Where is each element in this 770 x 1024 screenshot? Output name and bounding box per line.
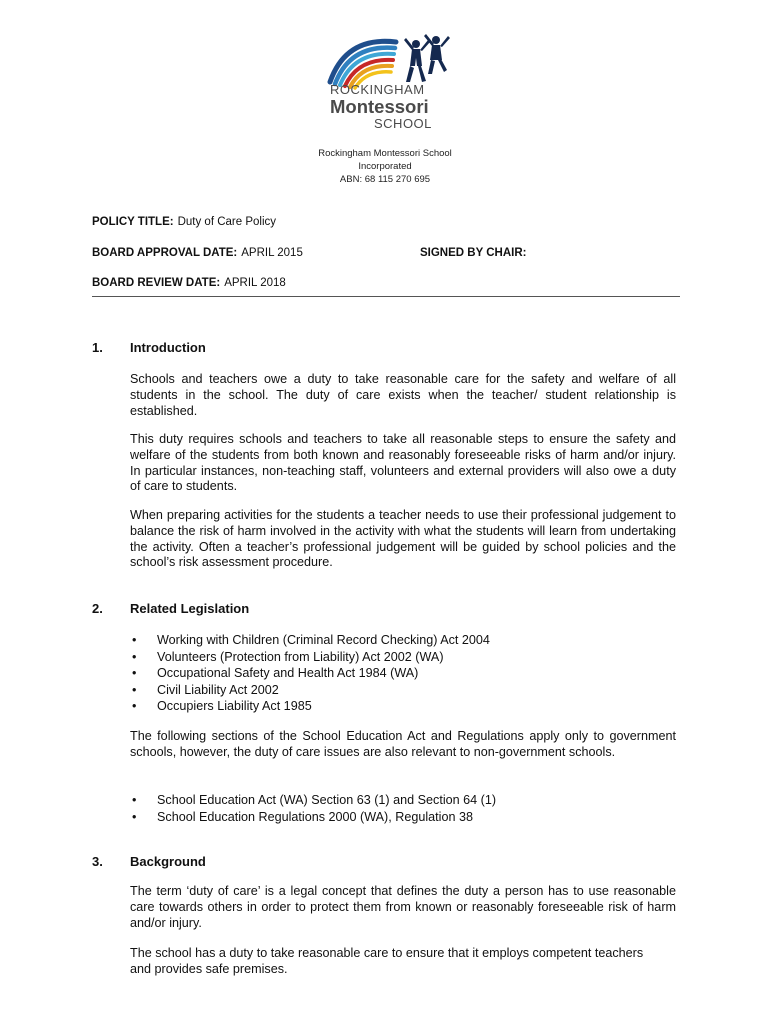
section-2-number: 2.	[92, 601, 103, 616]
organisation-details	[0, 147, 770, 186]
list-item-text: School Education Act (WA) Section 63 (1) and Section 64 (1)	[157, 793, 497, 807]
signed-by-chair	[420, 247, 527, 259]
list-item-text: Volunteers (Protection from Liability) Act 2002 (WA)	[157, 649, 444, 664]
education-act-list	[130, 792, 676, 825]
section-3-title: Background	[130, 854, 206, 869]
bullet: •	[132, 793, 137, 807]
section-1-paragraph-2: This duty requires schools and teachers to take all reasonable steps to ensure the safety and welfare of the students from both known and reasonably foreseeable risks of harm and/or injury. In particular instances, non-teaching staff, volunteers and external providers will also owe a duty of care to students.	[130, 432, 676, 494]
bullet: •	[132, 809, 137, 824]
legislation-list	[130, 632, 676, 715]
section-2-paragraph: The following sections of the School Education Act and Regulations apply only to government schools, however, the duty of care issues are also relevant to non-government schools.	[130, 729, 676, 759]
list-item-text: Occupiers Liability Act 1985	[157, 699, 312, 713]
list-item	[130, 682, 676, 699]
section-3-paragraph-2: The school has a duty to take reasonable care to ensure that it employs competent teachers and provides safe premises.	[130, 946, 644, 976]
bullet: •	[132, 682, 137, 697]
logo-line-2: Montessori	[330, 96, 429, 117]
approval-date-line	[92, 247, 303, 259]
policy-title-value: Duty of Care Policy	[177, 216, 277, 228]
org-abn: ABN: 68 115 270 695	[339, 174, 431, 185]
review-date-value: APRIL 2018	[224, 277, 286, 289]
org-name: Rockingham Montessori School	[318, 148, 452, 159]
review-date-label: BOARD REVIEW DATE:	[92, 277, 221, 289]
section-1-number: 1.	[92, 340, 103, 355]
rainbow-arc-icon	[318, 30, 468, 90]
list-item-text: Occupational Safety and Health Act 1984 (WA)	[157, 666, 419, 680]
logo-line-1: ROCKINGHAM	[330, 82, 425, 97]
list-item	[130, 665, 676, 682]
logo-wordmark	[330, 83, 460, 131]
list-item-text: Working with Children (Criminal Record Checking) Act 2004	[157, 633, 490, 647]
bullet: •	[132, 666, 137, 680]
bullet: •	[132, 649, 137, 664]
list-item-text: School Education Regulations 2000 (WA), Regulation 38	[157, 809, 473, 824]
section-3-paragraph-1: The term ‘duty of care’ is a legal concept that defines the duty a person has to use reasonable care towards others in order to protect them from known or reasonably foreseeable risk of harm and/or injury.	[130, 884, 676, 930]
list-item	[130, 632, 676, 649]
policy-title-label: POLICY TITLE:	[92, 216, 174, 228]
list-item	[130, 698, 676, 715]
approval-date-label: BOARD APPROVAL DATE:	[92, 247, 238, 259]
header-divider	[92, 296, 680, 297]
org-status: Incorporated	[358, 161, 412, 172]
children-figures-icon	[404, 34, 450, 82]
list-item	[130, 792, 676, 809]
bullet: •	[132, 633, 137, 647]
section-1-title: Introduction	[130, 340, 206, 355]
policy-title-line	[92, 216, 276, 228]
signed-by-chair-label: SIGNED BY CHAIR:	[420, 247, 527, 259]
list-item-text: Civil Liability Act 2002	[157, 682, 279, 697]
section-3-number: 3.	[92, 854, 103, 869]
review-date-line	[92, 277, 286, 289]
approval-date-value: APRIL 2015	[241, 247, 303, 259]
section-1-paragraph-3: When preparing activities for the students a teacher needs to use their professional judgement to balance the risk of harm involved in the activity with what the students will learn from undertaking the activity. Often a teacher’s professional judgement will be guided by school policies and the school’s risk assessment procedure.	[130, 508, 676, 570]
list-item	[130, 649, 676, 666]
logo-line-3: SCHOOL	[374, 116, 432, 131]
section-2-title: Related Legislation	[130, 601, 250, 616]
list-item	[130, 809, 676, 826]
bullet: •	[132, 699, 137, 713]
section-1-paragraph-1: Schools and teachers owe a duty to take reasonable care for the safety and welfare of all students in the school. The duty of care exists when the teacher/ student relationship is established.	[130, 372, 676, 418]
